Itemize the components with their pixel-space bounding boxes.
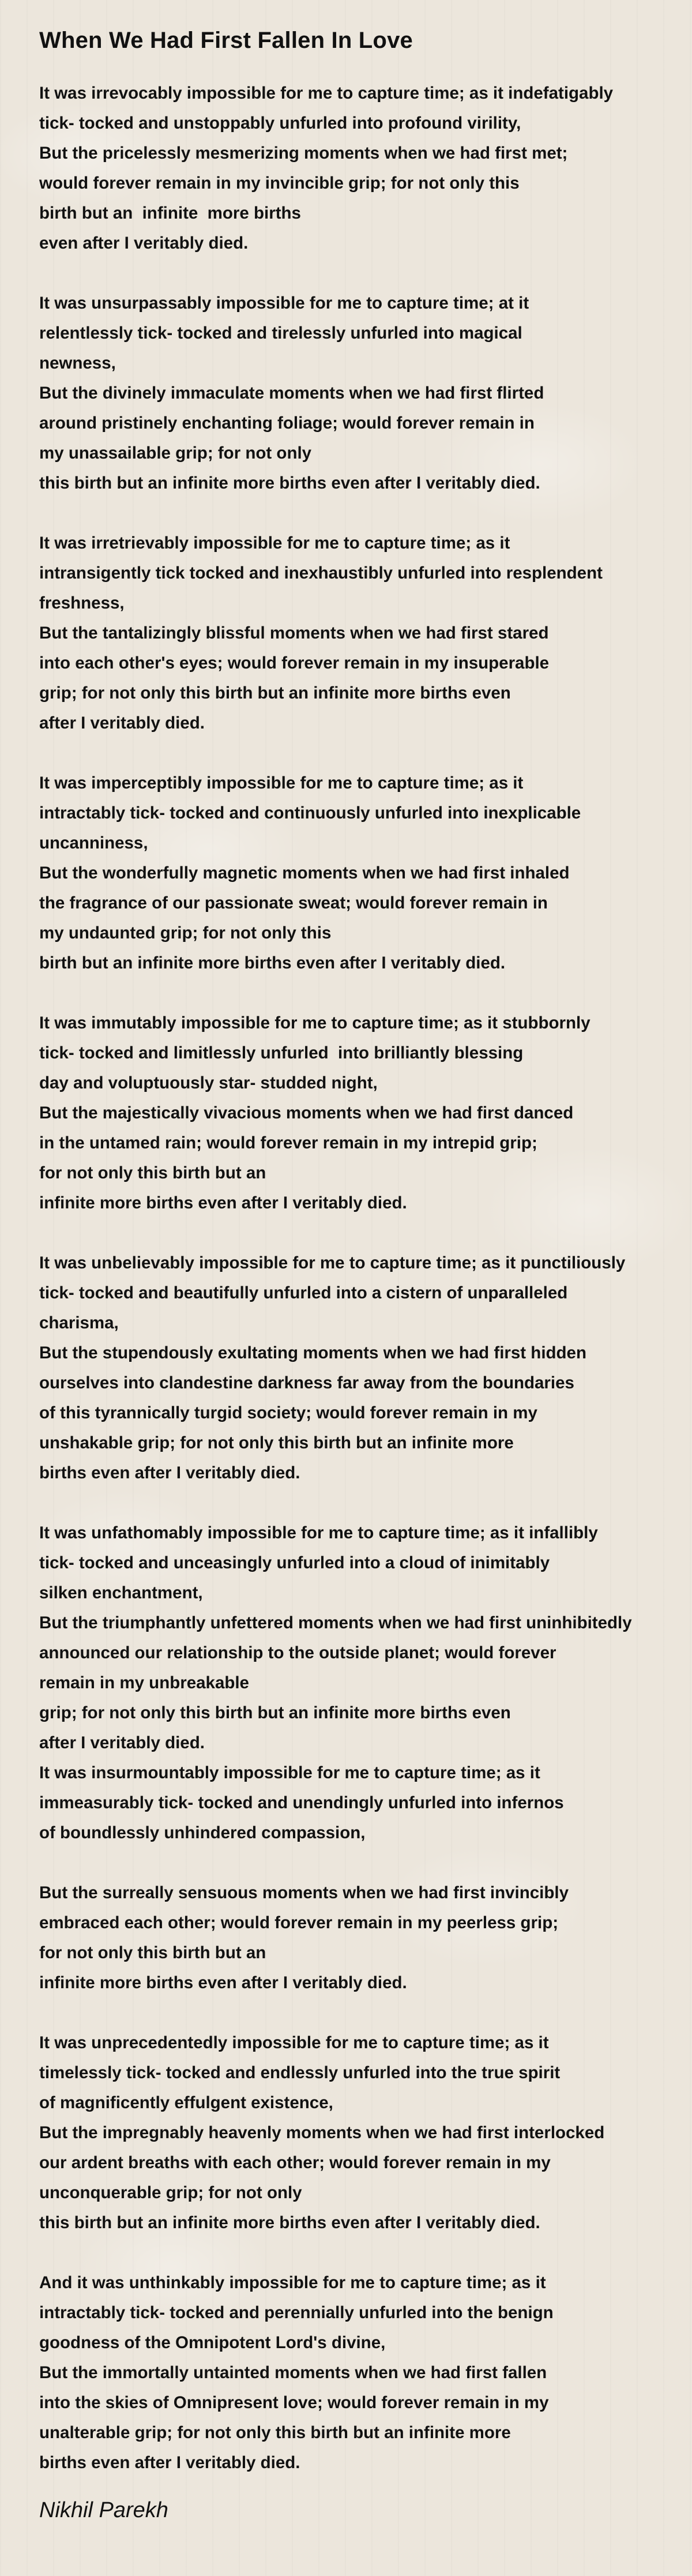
poem-line: It was unfathomably impossible for me to capture time; as it infallibly	[39, 1523, 598, 1542]
poem-line: It was irretrievably impossible for me to capture time; as it	[39, 534, 510, 553]
poem-line: birth but an infinite more births	[39, 204, 301, 223]
poem-line: It was irrevocably impossible for me to capture time; as it indefatigably	[39, 84, 614, 103]
poem-line: intransigently tick tocked and inexhaustibly unfurled into resplendent	[39, 564, 603, 583]
poem-line: births even after I veritably died.	[39, 1463, 300, 1482]
poem-line: infinite more births even after I veritably died.	[39, 1973, 407, 1992]
stanza-gap	[39, 738, 692, 768]
poem-line: grip; for not only this birth but an infinite more births even	[39, 1703, 511, 1722]
poem-line: around pristinely enchanting foliage; would forever remain in	[39, 414, 535, 433]
stanza	[39, 1008, 692, 1218]
poem-line: after I veritably died.	[39, 1733, 205, 1752]
poem-line: But the stupendously exultating moments when we had first hidden	[39, 1343, 586, 1362]
poem-line: the fragrance of our passionate sweat; would forever remain in	[39, 893, 548, 913]
poem-line: tick- tocked and beautifully unfurled into a cistern of unparalleled	[39, 1283, 568, 1302]
poem-line: It was insurmountably impossible for me to capture time; as it	[39, 1763, 540, 1782]
stanza-gap	[39, 2238, 692, 2268]
stanza	[39, 78, 692, 258]
poem-line: But the surreally sensuous moments when we had first invincibly	[39, 1883, 569, 1902]
poem-line: But the wonderfully magnetic moments when we had first inhaled	[39, 863, 570, 883]
poem-line: of this tyrannically turgid society; would forever remain in my	[39, 1403, 537, 1422]
poem-line: But the impregnably heavenly moments when we had first interlocked	[39, 2123, 605, 2142]
poem-line: tick- tocked and limitlessly unfurled into brilliantly blessing	[39, 1043, 524, 1062]
poem-line: tick- tocked and unceasingly unfurled into a cloud of inimitably	[39, 1553, 550, 1572]
poem-line: It was unbelievably impossible for me to capture time; as it punctiliously	[39, 1253, 626, 1272]
stanza-gap	[39, 1488, 692, 1518]
poem-line: unalterable grip; for not only this birth but an infinite more	[39, 2423, 511, 2442]
stanza	[39, 1878, 692, 1998]
poem-line: my unassailable grip; for not only	[39, 444, 312, 463]
poem-line: silken enchantment,	[39, 1583, 203, 1602]
poem-line: announced our relationship to the outside planet; would forever	[39, 1643, 556, 1662]
poem-line: It was immutably impossible for me to capture time; as it stubbornly	[39, 1013, 591, 1032]
poem-line: intractably tick- tocked and perennially unfurled into the benign	[39, 2303, 554, 2322]
poem-line: of magnificently effulgent existence,	[39, 2093, 333, 2112]
poem-body	[39, 78, 692, 2478]
poem-line: But the majestically vivacious moments when we had first danced	[39, 1103, 574, 1122]
poem-line: immeasurably tick- tocked and unendingly unfurled into infernos	[39, 1793, 564, 1812]
poem-line: unconquerable grip; for not only	[39, 2183, 302, 2202]
poem-line: unshakable grip; for not only this birth but an infinite more	[39, 1433, 514, 1452]
poem-line: goodness of the Omnipotent Lord's divine,	[39, 2333, 386, 2352]
poem-line: freshness,	[39, 594, 125, 613]
poem-line: relentlessly tick- tocked and tirelessly unfurled into magical	[39, 324, 522, 343]
poem-line: day and voluptuously star- studded night,	[39, 1073, 378, 1092]
stanza	[39, 288, 692, 498]
poem-line: for not only this birth but an	[39, 1163, 266, 1182]
poem-line: embraced each other; would forever remain in my peerless grip;	[39, 1913, 559, 1932]
poem-line: this birth but an infinite more births even after I veritably died.	[39, 474, 540, 493]
stanza-gap	[39, 258, 692, 288]
poem-line: ourselves into clandestine darkness far away from the boundaries	[39, 1373, 574, 1392]
poem-line: uncanniness,	[39, 833, 148, 853]
poem-line: But the immortally untainted moments when we had first fallen	[39, 2363, 547, 2382]
poem-line: into each other's eyes; would forever remain in my insuperable	[39, 654, 550, 673]
poem-line: my undaunted grip; for not only this	[39, 923, 332, 942]
poem-line: timelessly tick- tocked and endlessly unfurled into the true spirit	[39, 2063, 561, 2082]
poem-line: charisma,	[39, 1313, 119, 1332]
poem-line: grip; for not only this birth but an infinite more births even	[39, 684, 511, 703]
poem-line: in the untamed rain; would forever remain in my intrepid grip;	[39, 1133, 537, 1152]
stanza	[39, 1518, 692, 1848]
stanza	[39, 2268, 692, 2478]
poem-line: would forever remain in my invincible grip; for not only this	[39, 174, 520, 193]
poem-line: remain in my unbreakable	[39, 1673, 249, 1692]
poem-line: But the tantalizingly blissful moments when we had first stared	[39, 624, 549, 643]
poem-line: births even after I veritably died.	[39, 2453, 300, 2472]
stanza	[39, 528, 692, 738]
poem-line: But the pricelessly mesmerizing moments when we had first met;	[39, 144, 568, 163]
stanza-gap	[39, 1848, 692, 1878]
poem-line: of boundlessly unhindered compassion,	[39, 1823, 366, 1842]
poem-line: It was unprecedentedly impossible for me to capture time; as it	[39, 2033, 549, 2052]
poem-line: even after I veritably died.	[39, 234, 249, 253]
stanza-gap	[39, 1998, 692, 2028]
poem-line: But the triumphantly unfettered moments when we had first uninhibitedly	[39, 1613, 632, 1632]
stanza-gap	[39, 1218, 692, 1248]
poem-line: intractably tick- tocked and continuously unfurled into inexplicable	[39, 803, 581, 823]
stanza	[39, 1248, 692, 1488]
poem-author: Nikhil Parekh	[39, 2498, 168, 2522]
poem-line: And it was unthinkably impossible for me to capture time; as it	[39, 2273, 546, 2292]
poem-line: newness,	[39, 354, 116, 373]
poem-line: It was imperceptibly impossible for me to capture time; as it	[39, 773, 524, 793]
stanza	[39, 2028, 692, 2238]
poem-line: infinite more births even after I veritably died.	[39, 1193, 407, 1212]
poem-line: into the skies of Omnipresent love; would forever remain in my	[39, 2393, 549, 2412]
poem-line: after I veritably died.	[39, 714, 205, 733]
poem-line: But the divinely immaculate moments when we had first flirted	[39, 384, 544, 403]
poem-line: It was unsurpassably impossible for me to capture time; at it	[39, 294, 529, 313]
poem-line: tick- tocked and unstoppably unfurled into profound virility,	[39, 114, 521, 133]
stanza	[39, 768, 692, 978]
stanza-gap	[39, 978, 692, 1008]
poem-title: When We Had First Fallen In Love	[39, 28, 413, 53]
poem-line: birth but an infinite more births even after I veritably died.	[39, 953, 506, 972]
stanza-gap	[39, 498, 692, 528]
poem-line: for not only this birth but an	[39, 1943, 266, 1962]
poem-line: our ardent breaths with each other; would forever remain in my	[39, 2153, 551, 2172]
poem-line: this birth but an infinite more births even after I veritably died.	[39, 2213, 540, 2232]
